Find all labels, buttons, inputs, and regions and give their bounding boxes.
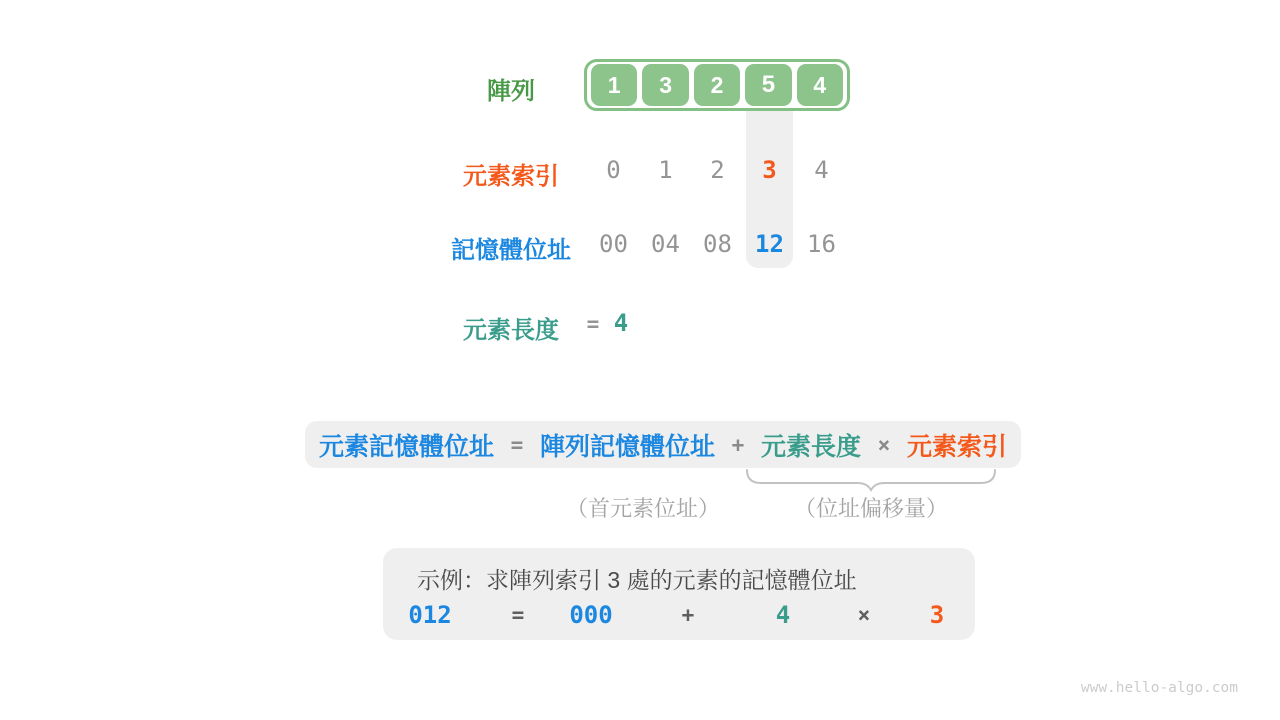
example-times-sign: × [857,603,871,627]
example-result-address: 012 [408,601,452,629]
example-length-value: 4 [775,601,791,629]
formula-plus-sign: + [731,432,745,457]
example-base-address: 000 [569,601,613,629]
formula-bar [305,421,1021,468]
example-index-value: 3 [929,601,945,629]
address-value-2: 08 [703,230,732,258]
example-title: 示例：求陣列索引 3 處的元素的記憶體位址 [417,567,857,593]
caption-address-offset: （位址偏移量） [793,496,948,521]
example-plus-sign: + [681,603,695,627]
watermark-url: www.hello-algo.com [1080,680,1238,696]
length-value: 4 [613,309,629,337]
length-row-label: 元素長度 [463,317,559,344]
array-cell-3-highlighted: 5 [745,64,791,106]
index-value-2: 2 [710,156,725,184]
array-cell-2: 2 [694,64,740,106]
formula-length-term: 元素長度 [760,432,861,461]
array-cell-0: 1 [591,64,637,106]
address-value-0: 00 [599,230,628,258]
address-value-3-highlighted: 12 [755,230,784,258]
index-value-0: 0 [606,156,621,184]
address-row-label: 記憶體位址 [451,237,571,264]
index-value-1: 1 [658,156,673,184]
address-value-4: 16 [807,230,836,258]
index-value-4: 4 [814,156,829,184]
index-value-3-highlighted: 3 [762,156,777,184]
formula-lhs: 元素記憶體位址 [319,432,495,461]
address-value-1: 04 [651,230,680,258]
underbrace-offset [745,469,997,493]
formula-times-sign: × [877,432,891,457]
formula-equals-sign: = [510,432,524,457]
array-cell-1: 3 [642,64,688,106]
formula-index-term: 元素索引 [906,432,1007,461]
caption-first-element-address: （首元素位址） [565,496,720,521]
array-row-label: 陣列 [487,78,535,105]
example-equals-sign: = [511,603,525,627]
formula-base-term: 陣列記憶體位址 [539,432,715,461]
array-cell-4: 4 [797,64,843,106]
length-equals-sign: = [586,312,600,336]
index-row-label: 元素索引 [463,163,559,190]
